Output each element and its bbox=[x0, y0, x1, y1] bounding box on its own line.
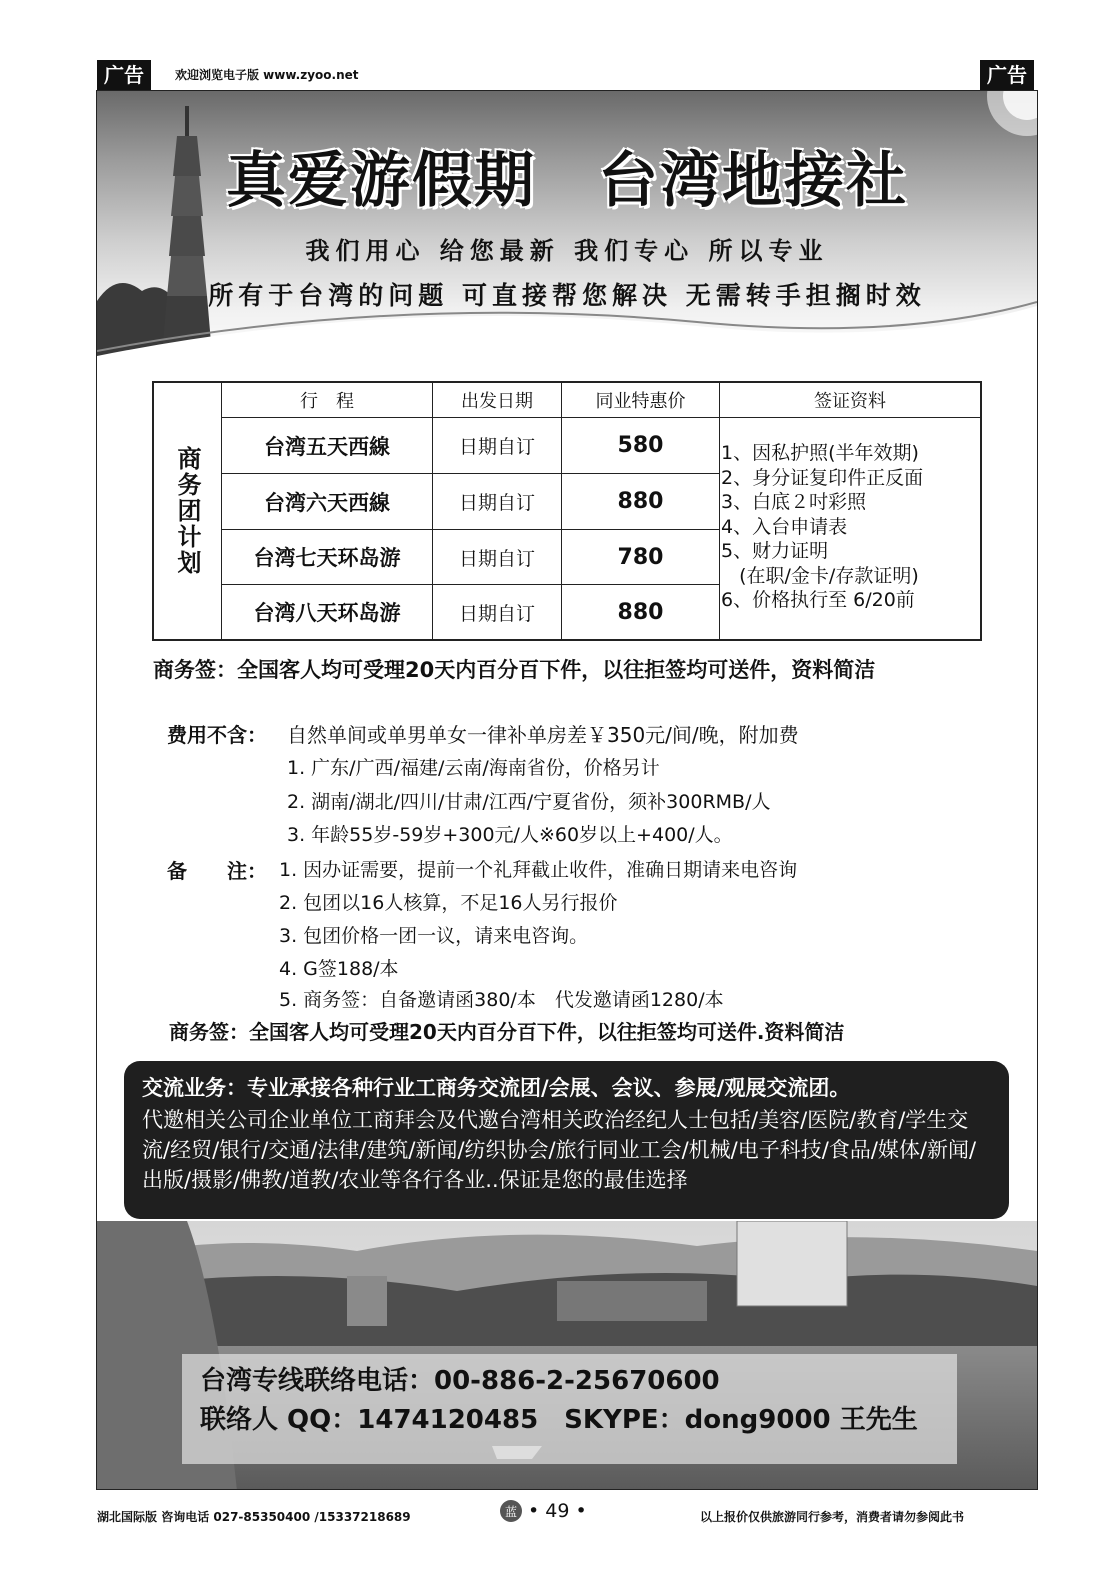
banner-title: 真爱游假期 台湾地接社 bbox=[226, 146, 908, 216]
table-row-date: 日期自订 bbox=[433, 530, 562, 585]
table-row-date: 日期自订 bbox=[433, 585, 562, 639]
visa-item: 3、白底２吋彩照 bbox=[721, 491, 867, 513]
remark-item: 3. 包团价格一团一议，请来电咨询。 bbox=[279, 925, 589, 947]
table-row-route: 台湾七天环岛游 bbox=[222, 530, 433, 585]
contact-phone: 台湾专线联络电话：00-886-2-25670600 bbox=[200, 1366, 720, 1396]
fee-main-text: 自然单间或单男单女一律补单房差￥350元/间/晚，附加费 bbox=[287, 723, 799, 747]
ad-tag-left: 广告 bbox=[97, 60, 151, 90]
banner-subtitle-1: 我们用心 给您最新 我们专心 所以专业 bbox=[305, 237, 829, 265]
remark-item: 4. G签188/本 bbox=[279, 958, 399, 980]
table-row-route: 台湾六天西線 bbox=[222, 474, 433, 530]
header-price: 同业特惠价 bbox=[562, 383, 720, 418]
price-table bbox=[152, 381, 982, 641]
page-number-text: • 49 • bbox=[528, 1500, 587, 1522]
visa-item: (在职/金卡/存款证明) bbox=[721, 564, 919, 587]
table-row-price: 580 bbox=[562, 418, 720, 474]
exchange-title: 交流业务：专业承接各种行业工商务交流团/会展、会议、参展/观展交流团。 bbox=[142, 1076, 851, 1100]
page-badge-icon: 蓝 bbox=[500, 1500, 522, 1522]
footer-consult-phone: 咨询电话 027-85350400 /15337218689 bbox=[161, 1510, 411, 1524]
ad-tag-right: 广告 bbox=[980, 60, 1034, 90]
fee-item: 3. 年龄55岁-59岁+300元/人※60岁以上+400/人。 bbox=[287, 824, 733, 846]
visa-item: 4、入台申请表 bbox=[721, 515, 848, 538]
remark-item: 5. 商务签：自备邀请函380/本 代发邀请函1280/本 bbox=[279, 989, 724, 1011]
table-row-date: 日期自订 bbox=[433, 474, 562, 530]
footer-disclaimer: 以上报价仅供旅游同行参考，消费者请勿参阅此书 bbox=[700, 1510, 965, 1524]
page-number bbox=[500, 1500, 587, 1522]
remark-item: 1. 因办证需要，提前一个礼拜截止收件，准确日期请来电咨询 bbox=[279, 859, 798, 881]
contact-qq-skype: 联络人 QQ：1474120485 SKYPE：dong9000 王先生 bbox=[200, 1405, 918, 1435]
fee-label: 费用不含： bbox=[167, 723, 267, 747]
header-date: 出发日期 bbox=[433, 383, 562, 418]
remark-label: 备 注： bbox=[167, 859, 267, 883]
ad-frame bbox=[96, 90, 1038, 1490]
business-visa-note-1: 商务签：全国客人均可受理20天内百分百下件，以往拒签均可送件，资料简洁 bbox=[153, 658, 876, 682]
visa-requirements-list bbox=[721, 441, 981, 613]
contact-panel bbox=[182, 1354, 957, 1464]
table-row-date: 日期自订 bbox=[433, 418, 562, 474]
banner bbox=[97, 91, 1037, 366]
remark-item: 2. 包团以16人核算，不足16人另行报价 bbox=[279, 892, 618, 914]
table-row-price: 780 bbox=[562, 530, 720, 585]
footer-brand: 湖北国际版 bbox=[97, 1510, 158, 1524]
table-row-route: 台湾五天西線 bbox=[222, 418, 433, 474]
banner-subtitle-2: 所有于台湾的问题 可直接帮您解决 无需转手担搁时效 bbox=[208, 281, 926, 310]
row-group-label: 商务团计划 bbox=[154, 383, 222, 639]
business-visa-note-2: 商务签：全国客人均可受理20天内百分百下件，以往拒签均可送件.资料简洁 bbox=[169, 1020, 845, 1044]
visa-item: 1、因私护照(半年效期) bbox=[721, 442, 919, 464]
fee-item: 2. 湖南/湖北/四川/甘肃/江西/宁夏省份，须补300RMB/人 bbox=[287, 791, 771, 813]
visa-item: 2、身分证复印件正反面 bbox=[721, 466, 924, 489]
visa-item: 5、财力证明 bbox=[721, 540, 829, 562]
fee-item: 1. 广东/广西/福建/云南/海南省份，价格另计 bbox=[287, 757, 660, 779]
table-row-price: 880 bbox=[562, 585, 720, 639]
visa-item: 6、价格执行至 6/20前 bbox=[721, 589, 915, 611]
site-url-text: 欢迎浏览电子版 www.zyoo.net bbox=[175, 68, 359, 82]
table-row-price: 880 bbox=[562, 474, 720, 530]
exchange-body: 代邀相关公司企业单位工商拜会及代邀台湾相关政治经纪人士包括/美容/医院/教育/学生交流/经贸/银行/交通/法律/建筑/新闻/纺织协会/旅行同业工会/机械/电子科技/食品/媒体/新闻/出版/摄影/佛教/道教/农业等各行各业..保证是您的最佳选择 bbox=[142, 1108, 977, 1192]
header-visa: 签证资料 bbox=[720, 383, 980, 418]
footer-left bbox=[97, 1508, 411, 1525]
table-row-route: 台湾八天环岛游 bbox=[222, 585, 433, 639]
header-route: 行 程 bbox=[222, 383, 433, 418]
exchange-business-box bbox=[124, 1061, 1009, 1219]
